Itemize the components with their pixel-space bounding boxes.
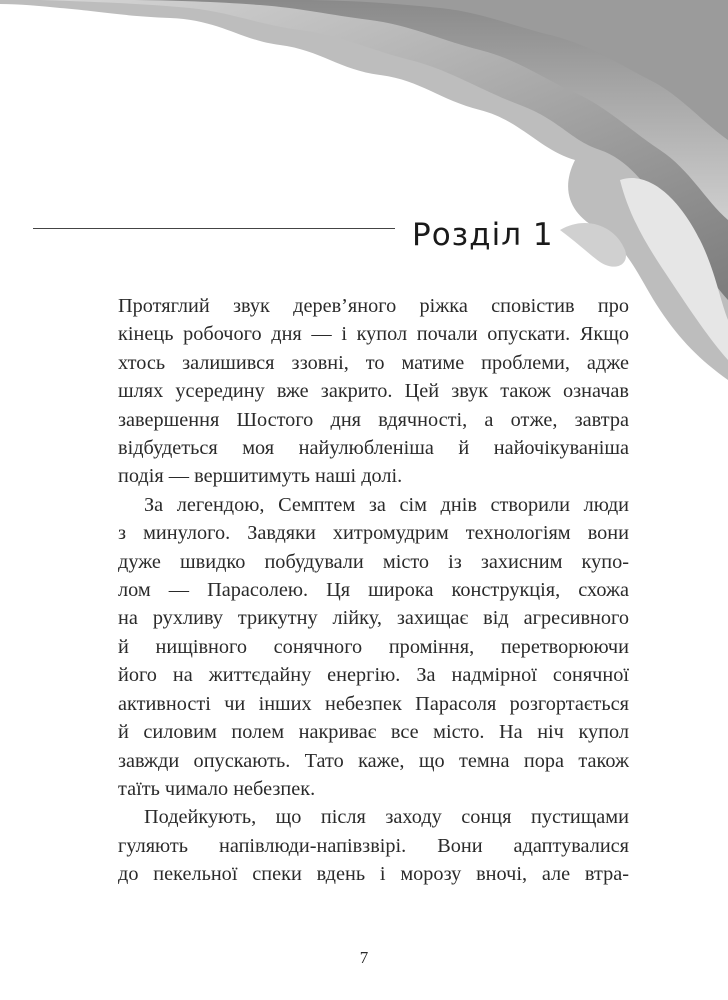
text-line: до пекельної спеки вдень і морозу вночі, але втра- bbox=[118, 863, 629, 886]
text-line: гуляють напівлюди-напівзвірі. Вони адаптувалися bbox=[118, 834, 629, 857]
page-number: 7 bbox=[359, 948, 369, 967]
text-line: лом — Парасолею. Ця широка конструкція, схожа bbox=[118, 579, 629, 602]
text-line: завжди опускають. Тато каже, що темна пора також bbox=[118, 749, 629, 772]
text-line: завершення Шостого дня вдячності, а отже, завтра bbox=[118, 408, 629, 431]
text-line: відбудеться моя найулюбленіша й найочікуваніша bbox=[118, 437, 629, 460]
paragraph bbox=[118, 491, 629, 803]
chapter-title: Розділ 1 bbox=[412, 216, 554, 253]
text-line: таїть чимало небезпек. bbox=[118, 777, 316, 800]
text-line: За легендою, Семптем за сім днів створили люди bbox=[144, 493, 629, 516]
paragraph bbox=[118, 803, 629, 888]
text-line: з минулого. Завдяки хитромудрим технологіям вони bbox=[118, 522, 629, 545]
paragraph bbox=[118, 292, 629, 491]
text-line: шлях усередину вже закрито. Цей звук також означав bbox=[118, 380, 629, 403]
text-line: хтось залишився ззовні, то матиме проблеми, адже bbox=[118, 351, 629, 374]
text-line: дуже швидко побудували місто із захисним купо- bbox=[118, 550, 629, 573]
text-line: на рухливу трикутну лійку, захищає від агресивного bbox=[118, 607, 629, 630]
text-line: кінець робочого дня — і купол почали опускати. Якщо bbox=[118, 323, 629, 346]
text-line: активності чи інших небезпек Парасоля розгортається bbox=[118, 692, 629, 715]
text-line: й нищівного сонячного проміння, перетворюючи bbox=[118, 635, 629, 658]
text-line: його на життєдайну енергію. За надмірної сонячної bbox=[118, 664, 629, 687]
text-line: подія — вершитимуть наші долі. bbox=[118, 465, 403, 488]
text-line: Подейкують, що після заходу сонця пустищами bbox=[144, 806, 629, 829]
text-line: й силовим полем накриває все місто. На ніч купол bbox=[118, 721, 629, 744]
chapter-body bbox=[118, 292, 629, 889]
chapter-title-rule bbox=[33, 228, 395, 229]
text-line: Протяглий звук дерев’яного ріжка сповістив про bbox=[118, 295, 629, 317]
